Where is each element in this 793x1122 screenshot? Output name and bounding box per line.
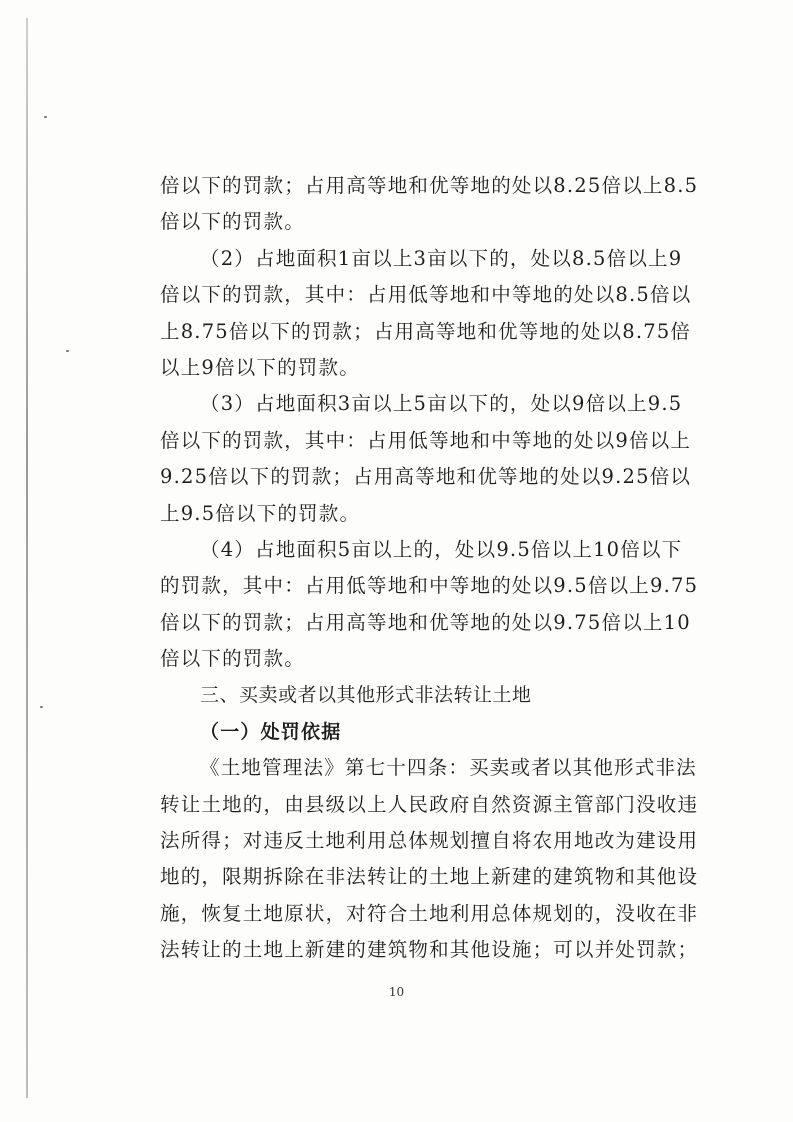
text-line: 倍以下的罚款；占用高等地和优等地的处以9.75倍以上10 xyxy=(160,610,691,634)
text-line: 的罚款，其中：占用低等地和中等地的处以9.5倍以上9.75 xyxy=(160,574,699,598)
text-line: 倍以下的罚款，其中：占用低等地和中等地的处以9倍以上 xyxy=(160,428,692,452)
text-line: 地的，限期拆除在非法转让的土地上新建的建筑物和其他设 xyxy=(160,865,699,889)
scan-speck xyxy=(40,706,43,708)
subsection-heading: （一）处罚依据 xyxy=(200,720,342,743)
scan-speck xyxy=(44,116,47,118)
text-line: 《土地管理法》第七十四条：买卖或者以其他形式非法 xyxy=(200,756,697,780)
scan-edge-line xyxy=(26,18,28,1098)
text-line: （4）占地面积5亩以上的，处以9.5倍以上10倍以下 xyxy=(200,537,683,561)
text-line: 上8.75倍以下的罚款；占用高等地和优等地的处以8.75倍 xyxy=(160,319,692,343)
text-line: 施，恢复土地原状，对符合土地利用总体规划的，没收在非 xyxy=(160,901,699,925)
page-number: 10 xyxy=(388,985,405,999)
text-line: 法所得；对违反土地利用总体规划擅自将农用地改为建设用 xyxy=(160,829,699,853)
text-line: 法转让的土地上新建的建筑物和其他设施；可以并处罚款； xyxy=(160,938,699,962)
section-heading: 三、买卖或者以其他形式非法转让土地 xyxy=(200,684,532,707)
text-line: 9.25倍以下的罚款；占用高等地和优等地的处以9.25倍以 xyxy=(160,465,692,489)
text-line: 以上9倍以下的罚款。 xyxy=(160,355,360,379)
text-line: 倍以下的罚款；占用高等地和优等地的处以8.25倍以上8.5 xyxy=(160,174,699,197)
document-body xyxy=(160,168,699,969)
text-line: 倍以下的罚款。 xyxy=(160,210,305,234)
scan-speck xyxy=(66,350,69,352)
text-line: 倍以下的罚款。 xyxy=(160,647,305,671)
text-line: 上9.5倍以下的罚款。 xyxy=(160,501,361,525)
text-line: 倍以下的罚款，其中：占用低等地和中等地的处以8.5倍以 xyxy=(160,283,692,307)
text-line: （3）占地面积3亩以上5亩以下的，处以9倍以上9.5 xyxy=(200,392,683,416)
text-line: （2）占地面积1亩以上3亩以下的，处以8.5倍以上9 xyxy=(200,246,683,270)
text-line: 转让土地的，由县级以上人民政府自然资源主管部门没收违 xyxy=(160,792,699,816)
